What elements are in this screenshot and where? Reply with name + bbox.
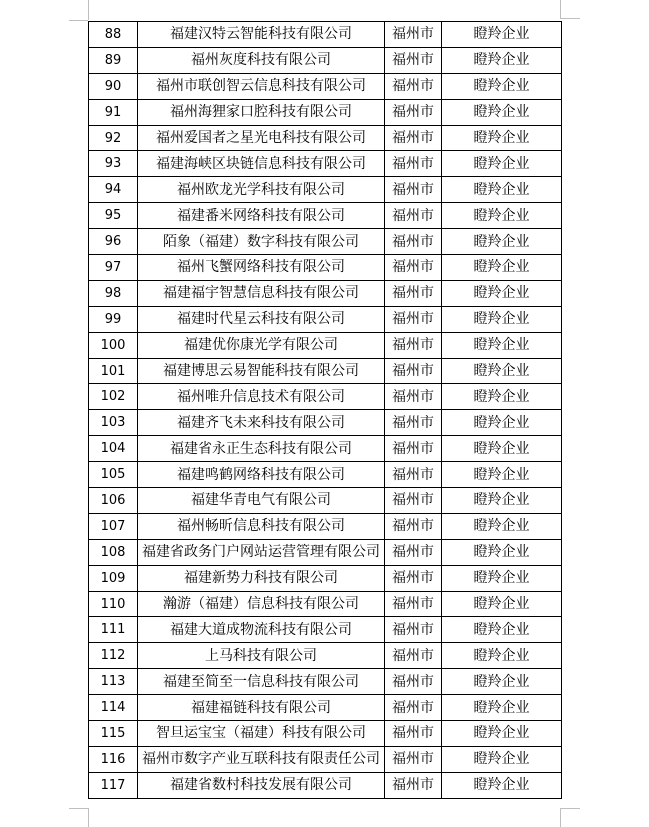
category-cell: 瞪羚企业: [442, 73, 562, 99]
table-row: [89, 280, 562, 306]
row-number-cell: 114: [89, 695, 138, 721]
company-name-cell: 福州市联创智云信息科技有限公司: [138, 73, 385, 99]
row-number-cell: 90: [89, 73, 138, 99]
category-cell: 瞪羚企业: [442, 125, 562, 151]
city-cell: 福州市: [385, 695, 442, 721]
company-name-cell: 福州飞蟹网络科技有限公司: [138, 255, 385, 281]
table-row: [89, 462, 562, 488]
company-table: [88, 21, 562, 799]
text-boundary-mark-top-right-horizontal: [560, 18, 580, 19]
table-row: [89, 99, 562, 125]
row-number-cell: 117: [89, 772, 138, 798]
table-row: [89, 436, 562, 462]
row-number-cell: 116: [89, 746, 138, 772]
city-cell: 福州市: [385, 539, 442, 565]
city-cell: 福州市: [385, 488, 442, 514]
city-cell: 福州市: [385, 410, 442, 436]
row-number-cell: 115: [89, 721, 138, 747]
company-name-cell: 福建福宇智慧信息科技有限公司: [138, 280, 385, 306]
row-number-cell: 91: [89, 99, 138, 125]
row-number-cell: 105: [89, 462, 138, 488]
row-number-cell: 104: [89, 436, 138, 462]
category-cell: 瞪羚企业: [442, 746, 562, 772]
table-row: [89, 488, 562, 514]
city-cell: 福州市: [385, 151, 442, 177]
category-cell: 瞪羚企业: [442, 306, 562, 332]
company-name-cell: 福州唯升信息技术有限公司: [138, 384, 385, 410]
category-cell: 瞪羚企业: [442, 643, 562, 669]
table-row: [89, 332, 562, 358]
company-name-cell: 福建省数村科技发展有限公司: [138, 772, 385, 798]
row-number-cell: 110: [89, 591, 138, 617]
row-number-cell: 112: [89, 643, 138, 669]
category-cell: 瞪羚企业: [442, 669, 562, 695]
text-boundary-mark-top-left-horizontal: [69, 20, 88, 21]
category-cell: 瞪羚企业: [442, 255, 562, 281]
row-number-cell: 92: [89, 125, 138, 151]
text-boundary-mark-top-right-vertical: [560, 0, 561, 18]
city-cell: 福州市: [385, 203, 442, 229]
company-name-cell: 福建番米网络科技有限公司: [138, 203, 385, 229]
company-name-cell: 福州海狸家口腔科技有限公司: [138, 99, 385, 125]
company-name-cell: 福建汉特云智能科技有限公司: [138, 22, 385, 48]
city-cell: 福州市: [385, 384, 442, 410]
row-number-cell: 113: [89, 669, 138, 695]
category-cell: 瞪羚企业: [442, 151, 562, 177]
city-cell: 福州市: [385, 772, 442, 798]
category-cell: 瞪羚企业: [442, 488, 562, 514]
row-number-cell: 97: [89, 255, 138, 281]
table-row: [89, 591, 562, 617]
row-number-cell: 111: [89, 617, 138, 643]
company-name-cell: 福州爱国者之星光电科技有限公司: [138, 125, 385, 151]
city-cell: 福州市: [385, 617, 442, 643]
text-boundary-mark-bottom-left-vertical: [88, 808, 89, 827]
row-number-cell: 106: [89, 488, 138, 514]
city-cell: 福州市: [385, 669, 442, 695]
table-row: [89, 384, 562, 410]
city-cell: 福州市: [385, 591, 442, 617]
city-cell: 福州市: [385, 462, 442, 488]
category-cell: 瞪羚企业: [442, 539, 562, 565]
company-name-cell: 福州畅昕信息科技有限公司: [138, 513, 385, 539]
table-row: [89, 539, 562, 565]
company-name-cell: 福建时代星云科技有限公司: [138, 306, 385, 332]
city-cell: 福州市: [385, 22, 442, 48]
city-cell: 福州市: [385, 565, 442, 591]
city-cell: 福州市: [385, 746, 442, 772]
category-cell: 瞪羚企业: [442, 565, 562, 591]
row-number-cell: 102: [89, 384, 138, 410]
company-name-cell: 福建大道成物流科技有限公司: [138, 617, 385, 643]
city-cell: 福州市: [385, 255, 442, 281]
table-row: [89, 47, 562, 73]
category-cell: 瞪羚企业: [442, 47, 562, 73]
category-cell: 瞪羚企业: [442, 203, 562, 229]
table-row: [89, 513, 562, 539]
company-name-cell: 福州欧龙光学科技有限公司: [138, 177, 385, 203]
text-boundary-mark-bottom-left-horizontal: [69, 808, 88, 809]
category-cell: 瞪羚企业: [442, 721, 562, 747]
row-number-cell: 108: [89, 539, 138, 565]
category-cell: 瞪羚企业: [442, 772, 562, 798]
company-name-cell: 福建华青电气有限公司: [138, 488, 385, 514]
company-name-cell: 福州市数字产业互联科技有限责任公司: [138, 746, 385, 772]
row-number-cell: 98: [89, 280, 138, 306]
company-name-cell: 福建优你康光学有限公司: [138, 332, 385, 358]
company-name-cell: 福建至简至一信息科技有限公司: [138, 669, 385, 695]
category-cell: 瞪羚企业: [442, 280, 562, 306]
city-cell: 福州市: [385, 73, 442, 99]
table-row: [89, 695, 562, 721]
city-cell: 福州市: [385, 229, 442, 255]
row-number-cell: 100: [89, 332, 138, 358]
company-name-cell: 福建新势力科技有限公司: [138, 565, 385, 591]
category-cell: 瞪羚企业: [442, 332, 562, 358]
table-row: [89, 358, 562, 384]
table-row: [89, 643, 562, 669]
city-cell: 福州市: [385, 177, 442, 203]
table-row: [89, 203, 562, 229]
category-cell: 瞪羚企业: [442, 462, 562, 488]
table-row: [89, 125, 562, 151]
table-row: [89, 772, 562, 798]
table-row: [89, 22, 562, 48]
table-row: [89, 565, 562, 591]
category-cell: 瞪羚企业: [442, 22, 562, 48]
company-name-cell: 福建海峡区块链信息科技有限公司: [138, 151, 385, 177]
category-cell: 瞪羚企业: [442, 177, 562, 203]
category-cell: 瞪羚企业: [442, 384, 562, 410]
category-cell: 瞪羚企业: [442, 695, 562, 721]
table-row: [89, 669, 562, 695]
row-number-cell: 99: [89, 306, 138, 332]
company-name-cell: 智旦运宝宝（福建）科技有限公司: [138, 721, 385, 747]
row-number-cell: 89: [89, 47, 138, 73]
row-number-cell: 96: [89, 229, 138, 255]
row-number-cell: 109: [89, 565, 138, 591]
category-cell: 瞪羚企业: [442, 591, 562, 617]
category-cell: 瞪羚企业: [442, 410, 562, 436]
company-name-cell: 福建鸣鹤网络科技有限公司: [138, 462, 385, 488]
row-number-cell: 103: [89, 410, 138, 436]
category-cell: 瞪羚企业: [442, 229, 562, 255]
company-name-cell: 福建省政务门户网站运营管理有限公司: [138, 539, 385, 565]
company-name-cell: 福建博思云易智能科技有限公司: [138, 358, 385, 384]
table-row: [89, 306, 562, 332]
row-number-cell: 107: [89, 513, 138, 539]
row-number-cell: 93: [89, 151, 138, 177]
category-cell: 瞪羚企业: [442, 358, 562, 384]
company-name-cell: 福建齐飞未来科技有限公司: [138, 410, 385, 436]
company-name-cell: 福建福链科技有限公司: [138, 695, 385, 721]
city-cell: 福州市: [385, 47, 442, 73]
table-row: [89, 617, 562, 643]
city-cell: 福州市: [385, 513, 442, 539]
city-cell: 福州市: [385, 721, 442, 747]
city-cell: 福州市: [385, 643, 442, 669]
table-row: [89, 73, 562, 99]
company-name-cell: 上马科技有限公司: [138, 643, 385, 669]
city-cell: 福州市: [385, 358, 442, 384]
category-cell: 瞪羚企业: [442, 513, 562, 539]
table-row: [89, 177, 562, 203]
row-number-cell: 101: [89, 358, 138, 384]
category-cell: 瞪羚企业: [442, 99, 562, 125]
row-number-cell: 88: [89, 22, 138, 48]
company-name-cell: 福州灰度科技有限公司: [138, 47, 385, 73]
table-row: [89, 151, 562, 177]
company-name-cell: 瀚游（福建）信息科技有限公司: [138, 591, 385, 617]
text-boundary-mark-top-left-vertical: [88, 0, 89, 20]
text-boundary-mark-bottom-right-vertical: [560, 808, 561, 827]
row-number-cell: 94: [89, 177, 138, 203]
company-name-cell: 陌象（福建）数字科技有限公司: [138, 229, 385, 255]
table-row: [89, 229, 562, 255]
table-row: [89, 721, 562, 747]
city-cell: 福州市: [385, 306, 442, 332]
city-cell: 福州市: [385, 436, 442, 462]
city-cell: 福州市: [385, 280, 442, 306]
table-row: [89, 410, 562, 436]
category-cell: 瞪羚企业: [442, 436, 562, 462]
text-boundary-mark-bottom-right-horizontal: [560, 808, 580, 809]
table-row: [89, 746, 562, 772]
city-cell: 福州市: [385, 125, 442, 151]
city-cell: 福州市: [385, 99, 442, 125]
company-name-cell: 福建省永正生态科技有限公司: [138, 436, 385, 462]
city-cell: 福州市: [385, 332, 442, 358]
table-row: [89, 255, 562, 281]
category-cell: 瞪羚企业: [442, 617, 562, 643]
row-number-cell: 95: [89, 203, 138, 229]
